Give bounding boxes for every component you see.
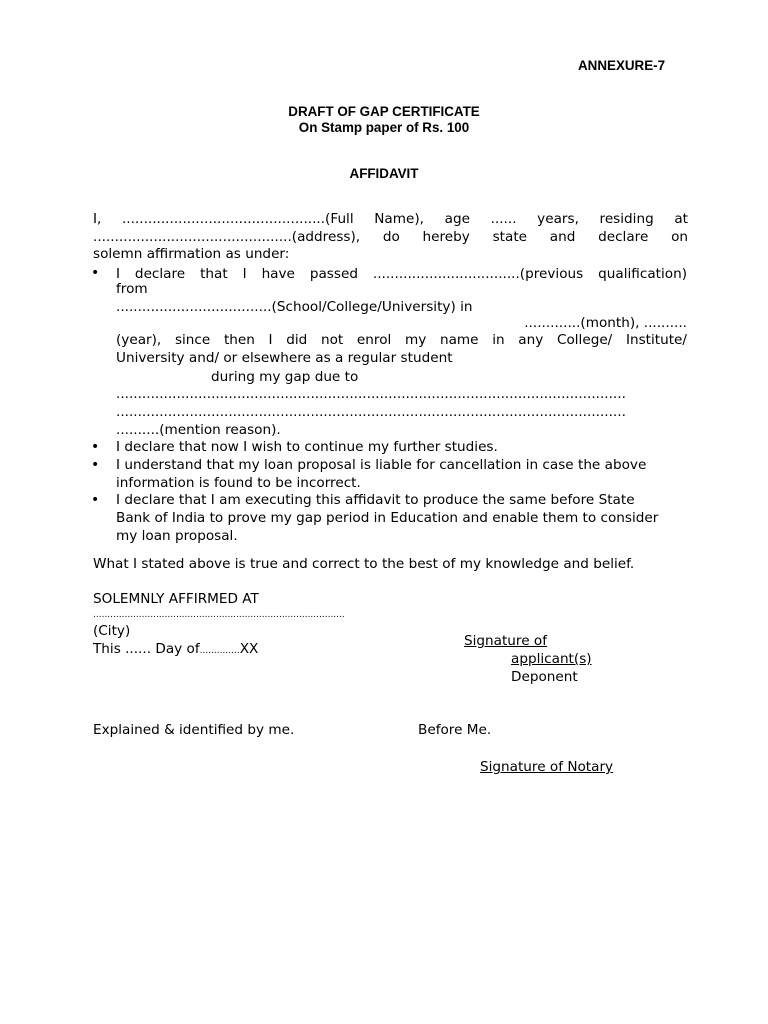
truth-statement: What I stated above is true and correct to the best of my knowledge and belief.	[93, 556, 635, 572]
day-line	[93, 641, 258, 657]
day-prefix: This ...... Day of	[93, 641, 200, 657]
signature-applicant: applicant(s)	[511, 651, 592, 667]
bullet-icon: •	[91, 457, 100, 473]
bullet1-line-6: University and/ or elsewhere as a regular student	[116, 350, 453, 366]
city-label: (City)	[93, 623, 131, 639]
bullet1-line-8: ......................................................................................................................	[116, 386, 626, 402]
bullet1-line-2: from	[116, 281, 148, 297]
document-title: DRAFT OF GAP CERTIFICATE	[288, 104, 480, 119]
intro-line-3: solemn affirmation as under:	[93, 246, 290, 262]
bullet-icon: •	[91, 265, 100, 281]
bullet4-line-2: Bank of India to prove my gap period in Education and enable them to consider	[116, 510, 659, 526]
annexure-label: ANNEXURE-7	[578, 58, 666, 73]
notary-signature: Signature of Notary	[480, 759, 614, 775]
bullet1-line-9: ......................................................................................................................	[116, 404, 626, 420]
day-suffix: XX	[239, 641, 259, 657]
bullet3-line-1: I understand that my loan proposal is liable for cancellation in case the above	[116, 457, 647, 473]
bullet1-line-1: I declare that I have passed ..................................(previous qualification)	[116, 266, 687, 282]
bullet3-line-2: information is found to be incorrect.	[116, 475, 361, 491]
bullet1-line-7: during my gap due to	[211, 369, 359, 385]
bullet1-line-4: .............(month), ..........	[524, 315, 687, 331]
bullet4-line-3: my loan proposal.	[116, 528, 238, 544]
bullet1-line-5: (year), since then I did not enrol my name in any College/ Institute/	[116, 332, 687, 348]
bullet-icon: •	[91, 492, 100, 508]
intro-line-2: ..............................................(address), do hereby state and declare on	[93, 229, 688, 245]
day-dots: ..............	[199, 646, 240, 656]
bullet1-line-3: ....................................(School/College/University) in	[116, 299, 473, 315]
document-subtitle: On Stamp paper of Rs. 100	[298, 120, 470, 135]
bullet-icon: •	[91, 439, 100, 455]
bullet1-line-10: ..........(mention reason).	[116, 422, 281, 438]
affirmed-heading: SOLEMNLY AFFIRMED AT	[93, 591, 259, 607]
before-me-label: Before Me.	[418, 722, 492, 738]
signature-label: Signature of	[464, 633, 548, 649]
affirmed-dots: ........................................................................................	[93, 610, 345, 620]
affidavit-heading: AFFIDAVIT	[349, 166, 419, 181]
deponent-label: Deponent	[511, 669, 578, 685]
bullet2-text: I declare that now I wish to continue my further studies.	[116, 439, 498, 455]
bullet4-line-1: I declare that I am executing this affidavit to produce the same before State	[116, 492, 635, 508]
intro-line-1: I, ...............................................(Full Name), age ...... years, residing at	[93, 211, 688, 227]
explained-label: Explained & identified by me.	[93, 722, 295, 738]
